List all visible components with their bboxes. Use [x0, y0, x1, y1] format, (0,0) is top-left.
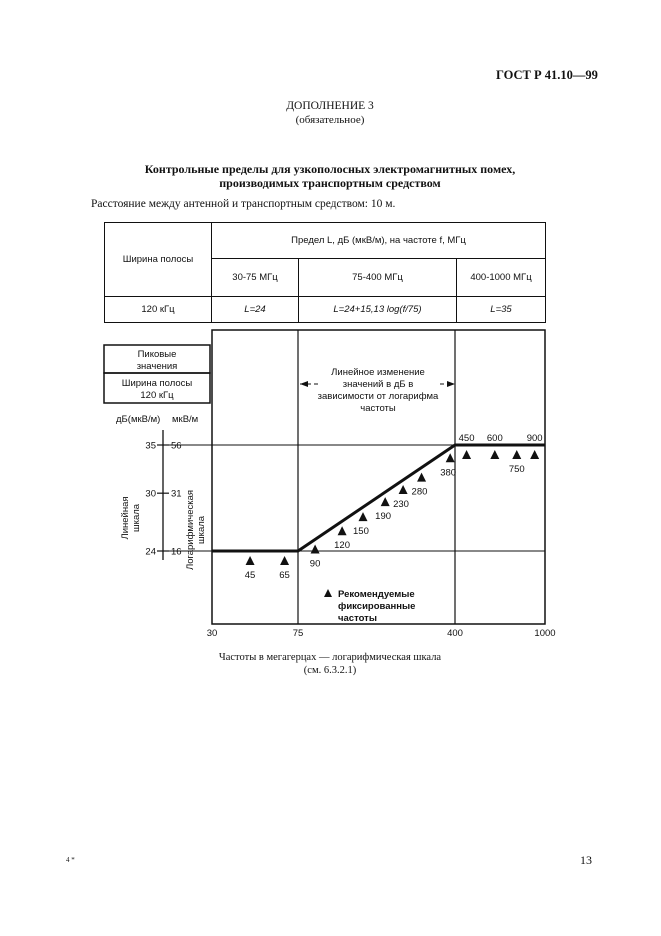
legend-line-1: Рекомендуемые	[338, 589, 415, 600]
recommended-frequency-marker	[381, 497, 390, 506]
recommended-frequency-marker	[417, 473, 426, 482]
recommended-frequency-label: 600	[486, 433, 503, 444]
y-tick-label-uv: 31	[171, 488, 182, 500]
limit-header-text: Предел L, дБ (мкВ/м), на частоте f, МГц	[291, 235, 466, 246]
peak-label-2: значения	[136, 361, 178, 372]
note-line-4: частоты	[360, 403, 396, 414]
recommended-frequency-marker	[280, 556, 289, 565]
recommended-frequency-label: 90	[309, 558, 321, 570]
log-scale-label-1: Логарифмическая	[185, 489, 196, 571]
unit-db-label: дБ(мкВ/м)	[116, 414, 161, 425]
distance-note: Расстояние между антенной и транспортным средством: 10 м.	[91, 198, 396, 210]
formula-text: L=24+15,13 log(f/75)	[333, 304, 422, 315]
recommended-frequency-marker	[530, 450, 539, 459]
recommended-frequency-marker	[490, 450, 499, 459]
recommended-frequency-label: 230	[393, 499, 409, 511]
arrow-left-head	[300, 381, 308, 387]
note-line-3: зависимости от логарифма	[317, 391, 439, 402]
y-tick-label-uv: 16	[171, 546, 182, 558]
recommended-frequency-label: 750	[508, 464, 525, 475]
caption-line-1: Частоты в мегагерцах — логарифмическая шкала	[218, 652, 442, 663]
range-75-400: 75-400 МГц	[299, 259, 457, 297]
recommended-frequency-marker	[462, 450, 471, 459]
note-line-2: значений в дБ в	[342, 379, 414, 390]
recommended-frequency-marker	[512, 450, 521, 459]
recommended-frequency-label: 900	[526, 433, 543, 444]
y-tick-label-db: 30	[145, 488, 156, 500]
recommended-frequency-label: 450	[458, 433, 475, 444]
range-30-75: 30-75 МГц	[212, 259, 299, 297]
arrow-right-head	[447, 381, 455, 387]
y-tick-label-db: 35	[145, 440, 156, 452]
bw-label-2: 120 кГц	[140, 390, 174, 401]
page-number: 13	[580, 853, 592, 867]
appendix-title: ДОПОЛНЕНИЕ 3	[286, 100, 374, 112]
x-ticks	[207, 628, 556, 639]
footer-mark: 4 *	[66, 856, 75, 864]
note-line-1: Линейное изменение	[331, 367, 425, 378]
recommended-frequency-label: 380	[440, 467, 457, 479]
y-tick-label-db: 24	[145, 546, 156, 558]
unit-uv-label: мкВ/м	[172, 414, 199, 425]
formula-text: L=24	[244, 304, 266, 315]
bandwidth-value: 120 кГц	[105, 297, 212, 323]
legend-line-3: частоты	[338, 613, 377, 624]
recommended-frequency-label: 190	[375, 511, 392, 523]
linear-scale-label-2: шкала	[131, 503, 142, 533]
caption-line-2: (см. 6.3.2.1)	[303, 665, 357, 676]
standard-number: ГОСТ Р 41.10—99	[496, 68, 598, 82]
appendix-subtitle: (обязательное)	[295, 114, 365, 126]
recommended-frequency-label: 150	[353, 526, 369, 538]
limit-line	[212, 445, 545, 551]
heading-line-1: Контрольные пределы для узкополосных электромагнитных помех,	[144, 162, 516, 176]
recommended-frequency-marker	[311, 544, 320, 553]
recommended-frequency-marker	[359, 512, 368, 521]
range-400-1000: 400-1000 МГц	[457, 259, 546, 297]
x-tick-label: 1000	[534, 628, 556, 639]
recommended-frequency-marker	[446, 453, 455, 462]
legend-line-2: фиксированные	[338, 601, 416, 612]
peak-label-1: Пиковые	[137, 349, 177, 360]
recommended-frequency-markers	[245, 433, 543, 581]
recommended-frequency-label: 120	[334, 540, 351, 552]
x-tick-label: 75	[292, 628, 304, 639]
x-tick-label: 30	[206, 628, 218, 639]
recommended-frequency-label: 65	[279, 570, 290, 581]
recommended-frequency-marker	[338, 526, 347, 535]
bandwidth-header: Ширина полосы	[105, 223, 212, 297]
recommended-frequency-marker	[246, 556, 255, 565]
recommended-frequency-label: 280	[411, 486, 428, 498]
recommended-frequency-marker	[399, 485, 408, 494]
x-tick-label: 400	[447, 628, 463, 639]
log-scale-label-2: шкала	[196, 515, 207, 545]
recommended-frequency-label: 45	[244, 570, 256, 581]
formula-text: L=35	[490, 304, 512, 315]
heading-line-2: производимых транспортным средством	[219, 176, 441, 190]
linear-scale-label-1: Линейная	[120, 496, 131, 540]
legend-triangle-icon	[324, 589, 332, 597]
bw-label-1: Ширина полосы	[121, 378, 193, 389]
y-tick-label-uv: 56	[171, 440, 182, 452]
